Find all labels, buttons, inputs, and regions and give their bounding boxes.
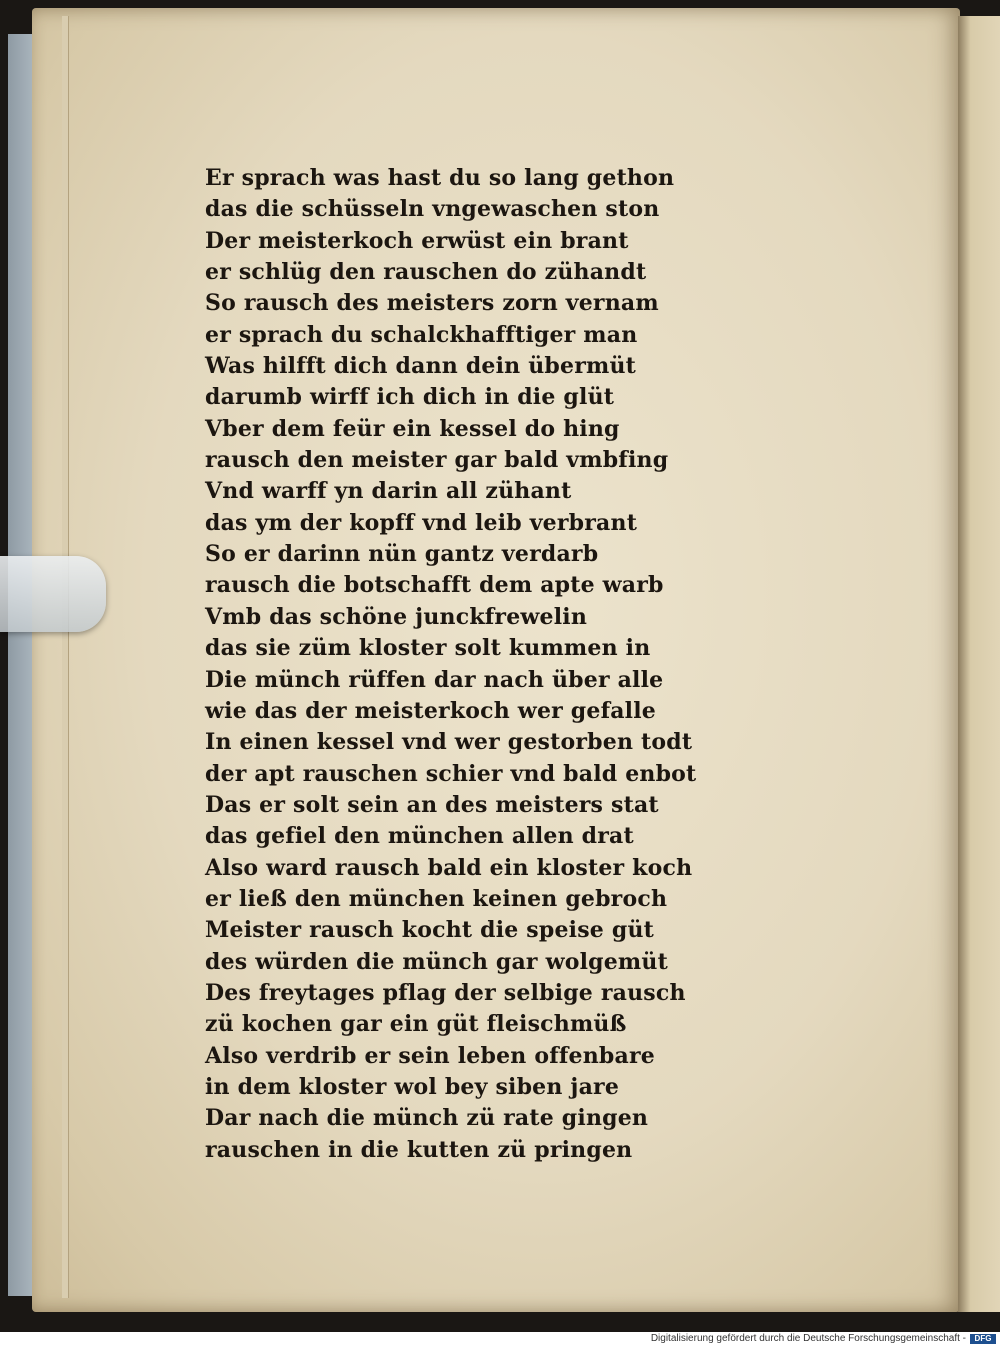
- funding-credit: Digitalisierung gefördert durch die Deutsche Forschungsgemeinschaft -: [650, 1333, 966, 1344]
- verse-line: Vnd warff yn darin all zühant: [205, 478, 572, 505]
- verse-line: Vber dem feür ein kessel do hing: [205, 415, 620, 442]
- verse-line: Der meisterkoch erwüst ein brant: [205, 227, 629, 254]
- verse-line: darumb wirff ich dich in die glüt: [205, 384, 615, 411]
- dfg-logo-icon: DFG: [970, 1334, 996, 1344]
- verse-line: Meister rausch kocht die speise güt: [205, 917, 655, 944]
- verse-line: Vmb das schöne junckfrewelin: [205, 603, 588, 630]
- verse-line: rausch den meister gar bald vmbfing: [205, 447, 669, 474]
- digitization-footer: [0, 1332, 1000, 1346]
- verse-line: er schlüg den rauschen do zühandt: [205, 259, 647, 286]
- clear-bookmark-tab: [0, 556, 106, 632]
- verse-line: er sprach du schalckhafftiger man: [205, 321, 638, 348]
- verse-line: Also verdrib er sein leben offenbare: [205, 1042, 655, 1069]
- verse-line: des würden die münch gar wolgemüt: [205, 948, 668, 975]
- verse-line: wie das der meisterkoch wer gefalle: [205, 697, 656, 724]
- verse-line: in dem kloster wol bey siben jare: [205, 1073, 620, 1100]
- verse-line: rauschen in die kutten zü pringen: [205, 1136, 633, 1163]
- verse-line: Dar nach die münch zü rate gingen: [205, 1105, 649, 1132]
- verse-line: er ließ den münchen keinen gebroch: [205, 885, 668, 912]
- verse-line: Was hilfft dich dann dein übermüt: [205, 353, 637, 380]
- verse-line: das ym der kopff vnd leib verbrant: [205, 509, 638, 536]
- verse-line: So rausch des meisters zorn vernam: [205, 290, 659, 317]
- verse-line: Also ward rausch bald ein kloster koch: [205, 854, 693, 881]
- verse-line: Des freytages pflag der selbige rausch: [205, 979, 686, 1006]
- verse-line: So er darinn nün gantz verdarb: [205, 541, 599, 568]
- verse-line: das sie züm kloster solt kummen in: [205, 635, 651, 662]
- verse-line: In einen kessel vnd wer gestorben todt: [205, 729, 693, 756]
- page-fold-edge: [62, 16, 69, 1298]
- verse-line: zü kochen gar ein güt fleischmüß: [205, 1011, 627, 1038]
- verse-line: Er sprach was hast du so lang gethon: [205, 165, 675, 191]
- facing-page-edge: [958, 16, 1000, 1312]
- verse-line: der apt rauschen schier vnd bald enbot: [205, 760, 697, 787]
- verse-line: das gefiel den münchen allen drat: [205, 823, 634, 850]
- verse-line: Das er solt sein an des meisters stat: [205, 791, 659, 818]
- verse-column: [205, 163, 725, 1166]
- verse-line: Die münch rüffen dar nach über alle: [205, 666, 664, 693]
- verse-line: rausch die botschafft dem apte warb: [205, 572, 664, 599]
- verse-line: das die schüsseln vngewaschen ston: [205, 196, 660, 223]
